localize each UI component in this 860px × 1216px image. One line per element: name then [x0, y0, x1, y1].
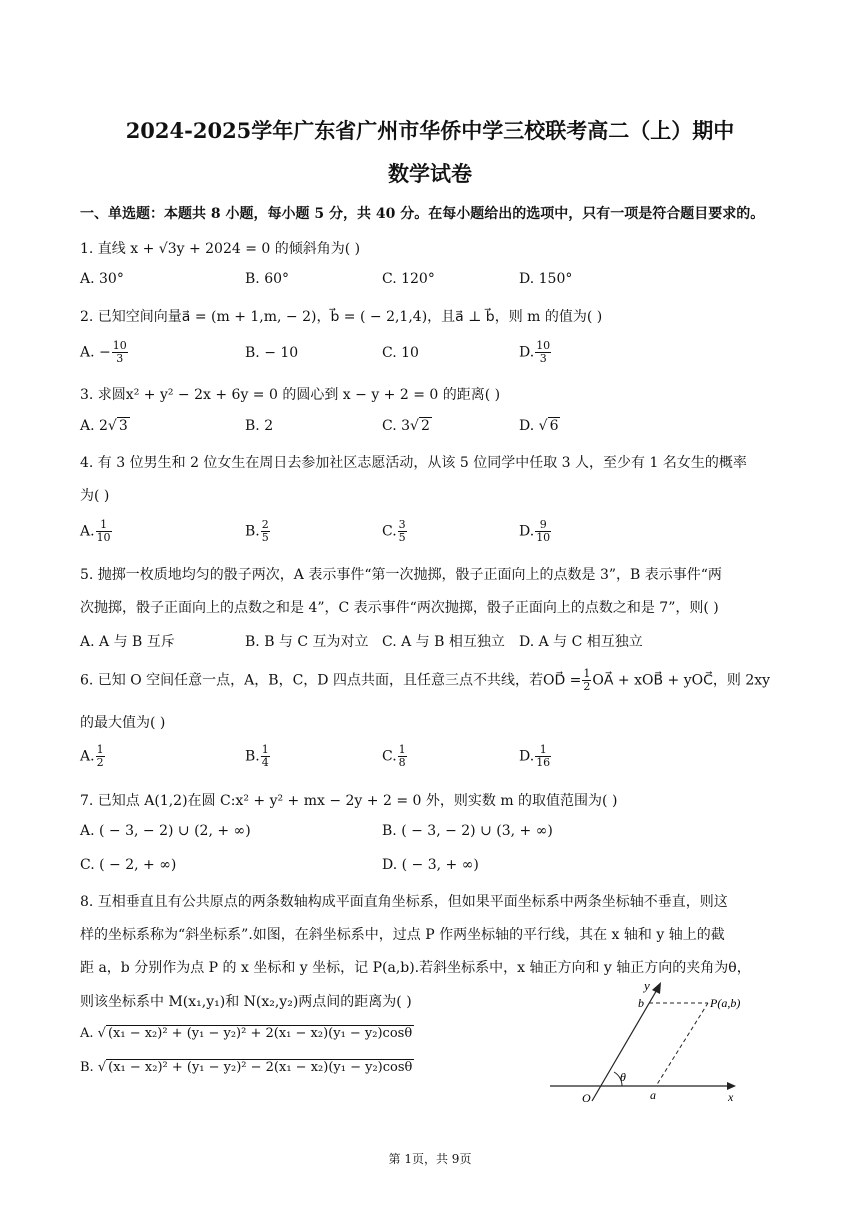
question-8-option-b: B. √ (x₁ − x₂)² + (y₁ − y₂)² − 2(x₁ − x₂)(y₁ − y₂)cosθ — [80, 1060, 413, 1075]
question-1-option-b: B. 60° — [245, 271, 290, 287]
numerator: 1 — [261, 743, 269, 756]
question-6-stem-line-2: 的最大值为( ) — [80, 715, 166, 731]
fraction — [535, 744, 551, 769]
denominator: 4 — [261, 756, 269, 769]
question-3-option-b: B. 2 — [245, 418, 274, 434]
question-7-option-c: C. ( − 2, + ∞) — [80, 857, 177, 873]
question-4-option-a — [80, 519, 113, 544]
question-8-option-a: A. √ (x₁ − x₂)² + (y₁ − y₂)² + 2(x₁ − x₂)(y₁ − y₂)cosθ — [80, 1026, 413, 1041]
question-4-stem-line-2: 为( ) — [80, 488, 110, 504]
a-label: a — [650, 1088, 656, 1102]
fraction — [112, 340, 128, 365]
option-prefix: C. 3 — [382, 418, 411, 434]
question-7-option-a: A. ( − 3, − 2) ∪ (2, + ∞) — [80, 823, 251, 839]
origin-label: O — [582, 1091, 591, 1105]
option-prefix: C. — [382, 523, 397, 540]
numerator: 2 — [261, 518, 269, 531]
question-1-option-a: A. 30° — [80, 271, 124, 287]
question-6-option-d — [519, 744, 552, 769]
fraction — [398, 744, 407, 769]
denominator: 3 — [539, 352, 547, 365]
numerator: 1 — [96, 519, 112, 532]
x-axis-label: x — [728, 1090, 734, 1104]
denominator: 2 — [583, 680, 591, 693]
option-prefix: D. — [519, 344, 535, 361]
denominator: 10 — [536, 531, 551, 544]
numerator: 9 — [535, 519, 551, 532]
question-2-option-d — [519, 340, 552, 365]
question-6-option-a — [80, 744, 106, 769]
question-3-option-c: C. 3√ 2 — [382, 418, 430, 434]
option-prefix: B. — [245, 523, 260, 540]
fraction — [96, 519, 112, 544]
question-3-option-a: A. 2√ 3 — [80, 418, 128, 434]
denominator: 5 — [398, 531, 406, 544]
option-prefix: A. 2 — [80, 418, 108, 434]
section-heading: 一、单选题：本题共 8 小题，每小题 5 分，共 40 分。在每小题给出的选项中，只有一项是符合题目要求的。 — [80, 206, 765, 222]
question-8-stem-line-2: 样的坐标系称为“斜坐标系”.如图，在斜坐标系中，过点 P 作两坐标轴的平行线，其在 x 轴和 y 轴上的截 — [80, 927, 725, 943]
question-2-option-a — [80, 340, 129, 365]
theta-label: θ — [620, 1070, 626, 1084]
parallel-to-y — [656, 1003, 708, 1086]
question-4-option-b — [245, 519, 271, 544]
option-prefix: A. — [80, 523, 95, 540]
question-5-option-a: A. A 与 B 互斥 — [80, 634, 175, 650]
numerator: 10 — [112, 339, 127, 352]
question-5-option-d: D. A 与 C 相互独立 — [519, 634, 643, 650]
y-axis-arrow — [652, 982, 661, 994]
question-1-option-d: D. 150° — [519, 271, 573, 287]
question-5-stem-line-1: 5. 抛掷一枚质地均匀的骰子两次，A 表示事件“第一次抛掷，骰子正面向上的点数是 3”，B 表示事件“两 — [80, 567, 722, 583]
denominator: 5 — [261, 531, 269, 544]
x-axis-arrow — [727, 1082, 736, 1090]
stem-text: OA⃗ + xOB⃗ + yOC⃗，则 2xy — [592, 672, 771, 689]
b-label: b — [638, 996, 644, 1010]
question-3-option-d: D. √ 6 — [519, 418, 559, 434]
denominator: 16 — [536, 756, 551, 769]
exam-title: 2024-2025学年广东省广州市华侨中学三校联考高二（上）期中 — [125, 118, 735, 143]
option-prefix: A. — [80, 1026, 98, 1041]
page-footer: 第 1页，共 9页 — [388, 1152, 472, 1166]
y-axis — [592, 988, 658, 1101]
denominator: 10 — [96, 531, 111, 544]
question-2-option-b: B. − 10 — [245, 345, 299, 361]
option-prefix: D. — [519, 523, 535, 540]
option-prefix: B. — [245, 748, 260, 765]
question-8-stem-line-4: 则该坐标系中 M(x₁,y₁)和 N(x₂,y₂)两点间的距离为( ) — [80, 994, 412, 1010]
option-prefix: D. — [519, 418, 539, 434]
question-3-stem: 3. 求圆x² + y² − 2x + 6y = 0 的圆心到 x − y + 2 = 0 的距离( ) — [80, 387, 501, 403]
question-5-option-c: C. A 与 B 相互独立 — [382, 634, 505, 650]
question-2-option-c: C. 10 — [382, 345, 419, 361]
question-7-option-b: B. ( − 3, − 2) ∪ (3, + ∞) — [382, 823, 553, 839]
fraction — [96, 744, 105, 769]
question-8-stem-line-3: 距 a，b 分别作为点 P 的 x 坐标和 y 坐标，记 P(a,b).若斜坐标系中，x 轴正方向和 y 轴正方向的夹角为θ， — [80, 960, 751, 976]
question-1-option-c: C. 120° — [382, 271, 435, 287]
question-4-stem-line-1: 4. 有 3 位男生和 2 位女生在周日去参加社区志愿活动，从该 5 位同学中任取 3 人，至少有 1 名女生的概率 — [80, 455, 747, 471]
question-4-option-c — [382, 519, 408, 544]
numerator: 3 — [398, 518, 406, 531]
numerator: 1 — [583, 667, 591, 680]
oblique-coordinate-figure — [550, 976, 750, 1106]
question-8-stem-line-1: 8. 互相垂直且有公共原点的两条数轴构成平面直角坐标系，但如果平面坐标系中两条坐标轴不垂直，则这 — [80, 894, 728, 910]
point-p-label: P(a,b) — [710, 996, 741, 1010]
denominator: 3 — [116, 352, 124, 365]
radicand: 2 — [420, 418, 430, 434]
question-5-stem-line-2: 次抛掷，骰子正面向上的点数之和是 4”，C 表示事件“两次抛掷，骰子正面向上的点数之和是 7”，则( ) — [80, 600, 719, 616]
option-prefix: C. — [382, 748, 397, 765]
stem-text: 6. 已知 O 空间任意一点，A，B，C，D 四点共面，且任意三点不共线，若OD⃗ = — [80, 672, 582, 689]
denominator: 8 — [398, 756, 406, 769]
option-prefix: D. — [519, 748, 535, 765]
question-7-option-d: D. ( − 3, + ∞) — [382, 857, 479, 873]
radicand: 3 — [118, 418, 128, 434]
question-7-stem: 7. 已知点 A(1,2)在圆 C:x² + y² + mx − 2y + 2 = 0 外，则实数 m 的取值范围为( ) — [80, 793, 618, 809]
radicand: (x₁ − x₂)² + (y₁ − y₂)² − 2(x₁ − x₂)(y₁ − y₂)cosθ — [108, 1060, 413, 1075]
fraction — [535, 340, 551, 365]
fraction — [582, 668, 591, 693]
numerator: 10 — [536, 339, 551, 352]
radicand: 6 — [549, 418, 559, 434]
exam-subtitle: 数学试卷 — [388, 161, 472, 186]
numerator: 1 — [96, 743, 104, 756]
numerator: 1 — [398, 743, 406, 756]
question-4-option-d — [519, 519, 552, 544]
option-prefix: B. — [80, 1060, 98, 1075]
question-5-option-b: B. B 与 C 互为对立 — [245, 634, 369, 650]
numerator: 1 — [535, 744, 551, 757]
question-1-stem: 1. 直线 x + √3y + 2024 = 0 的倾斜角为( ) — [80, 241, 361, 257]
option-prefix: A. — [80, 748, 95, 765]
question-2-stem: 2. 已知空间向量a⃗ = (m + 1,m, − 2)，b⃗ = ( − 2,1,4)，且a⃗ ⊥ b⃗，则 m 的值为( ) — [80, 309, 603, 325]
fraction — [398, 519, 407, 544]
radicand: (x₁ − x₂)² + (y₁ − y₂)² + 2(x₁ − x₂)(y₁ − y₂)cosθ — [107, 1026, 413, 1041]
fraction — [261, 519, 270, 544]
fraction — [261, 744, 270, 769]
y-axis-label: y — [644, 978, 650, 993]
question-6-stem-line-1 — [80, 668, 770, 693]
question-6-option-b — [245, 744, 271, 769]
option-prefix: A. − — [80, 344, 111, 361]
denominator: 2 — [96, 756, 104, 769]
question-6-option-c — [382, 744, 408, 769]
fraction — [535, 519, 551, 544]
